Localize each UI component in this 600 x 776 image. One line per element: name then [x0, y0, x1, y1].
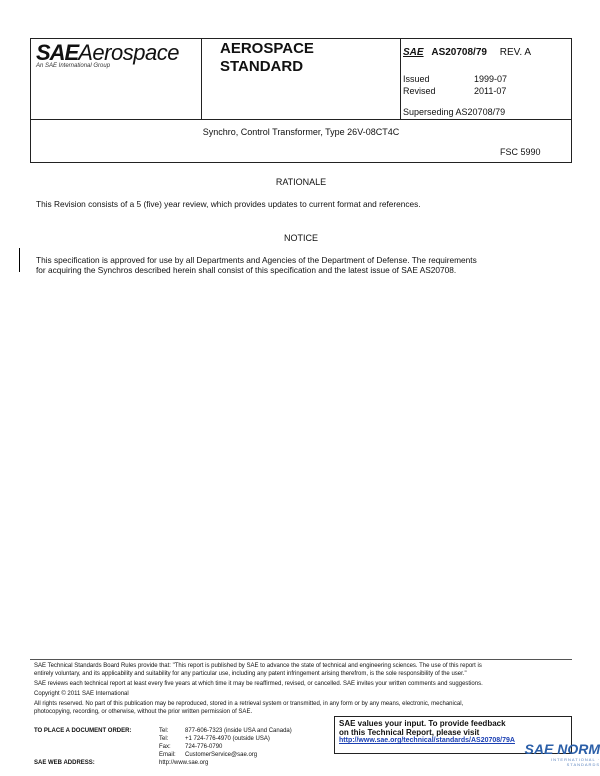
header-divider [400, 39, 401, 119]
rights-line-2: photocopying, recording, or otherwise, without the prior written permission of SAE. [34, 709, 253, 715]
feedback-line-1: SAE values your input. To provide feedback [339, 719, 506, 728]
rationale-text: This Revision consists of a 5 (five) year review, which provides updates to current format and references. [36, 199, 421, 209]
footer-rules-line-2: entirely voluntary, and its applicability and suitability for any particular use, including any patent infringement arising therefrom, is the sole responsibility of the user." [34, 671, 467, 677]
web-address[interactable]: http://www.sae.org [159, 760, 209, 766]
fsc-code: FSC 5990 [500, 147, 541, 157]
footer-legal [34, 662, 574, 716]
sae-aerospace-logo [36, 40, 179, 69]
revised-label: Revised [403, 86, 436, 96]
notice-text [36, 255, 477, 275]
contact-row: Tel: +1 724-776-4970 (outside USA) [159, 736, 270, 742]
issued-date: 1999-07 [474, 74, 508, 84]
logo-bold-text: SAE [36, 40, 79, 65]
order-label: TO PLACE A DOCUMENT ORDER: [34, 728, 132, 734]
document-number-line [403, 47, 531, 58]
watermark [516, 741, 600, 767]
rights-line-1: All rights reserved. No part of this publication may be reproduced, stored in a retrieval system or transmitted, in any form or by any means, electronic, mechanical, [34, 701, 464, 707]
revision-label: REV. A [499, 47, 532, 58]
feedback-link[interactable]: http://www.sae.org/technical/standards/AS20708/79A [339, 737, 515, 744]
standard-type [220, 40, 314, 76]
contact-row: Fax: 724-776-0790 [159, 744, 223, 750]
document-title: Synchro, Control Transformer, Type 26V-08CT4C [202, 127, 400, 137]
footer-divider [30, 659, 572, 660]
standard-line-2: STANDARD [220, 58, 304, 75]
feedback-line-2: on this Technical Report, please visit [339, 728, 480, 737]
footer-rules-line-1: SAE Technical Standards Board Rules provide that: "This report is published by SAE to advance the state of technical and engineering sciences. The use of this report is [34, 663, 482, 669]
title-box [30, 119, 572, 163]
logo-tagline: An SAE International Group [36, 63, 111, 69]
contact-row: Tel: 877-606-7323 (inside USA and Canada) [159, 728, 292, 734]
standard-line-1: AEROSPACE [220, 40, 314, 57]
notice-line-2: for acquiring the Synchros described herein shall consist of this specification and the latest issue of SAE AS20708. [36, 265, 457, 275]
header-divider [201, 39, 202, 119]
rationale-heading: RATIONALE [275, 177, 327, 187]
logo-text: Aerospace [78, 40, 179, 65]
contact-row: Email: CustomerService@sae.org [159, 752, 258, 758]
revised-date: 2011-07 [474, 86, 507, 96]
superseding-note: Superseding AS20708/79 [403, 107, 506, 117]
copyright-line: Copyright © 2011 SAE International [34, 691, 129, 697]
watermark-text: SAE NORM [524, 741, 600, 757]
document-number: AS20708/79 [431, 47, 487, 58]
issued-label: Issued [403, 74, 430, 84]
footer-review-note: SAE reviews each technical report at least every five years at which time it may be reaffirmed, revised, or cancelled. SAE invites your written comments and suggestions. [34, 681, 483, 687]
watermark-subtext: INTERNATIONAL · STANDARDS [550, 757, 600, 767]
contact-list [159, 727, 292, 767]
web-label: SAE WEB ADDRESS: [34, 760, 95, 766]
notice-line-1: This specification is approved for use by all Departments and Agencies of the Department of Defense. The requirements [36, 255, 477, 265]
sae-mini-logo: SAE [403, 47, 424, 58]
change-bar [19, 248, 20, 272]
notice-heading: NOTICE [283, 233, 318, 243]
